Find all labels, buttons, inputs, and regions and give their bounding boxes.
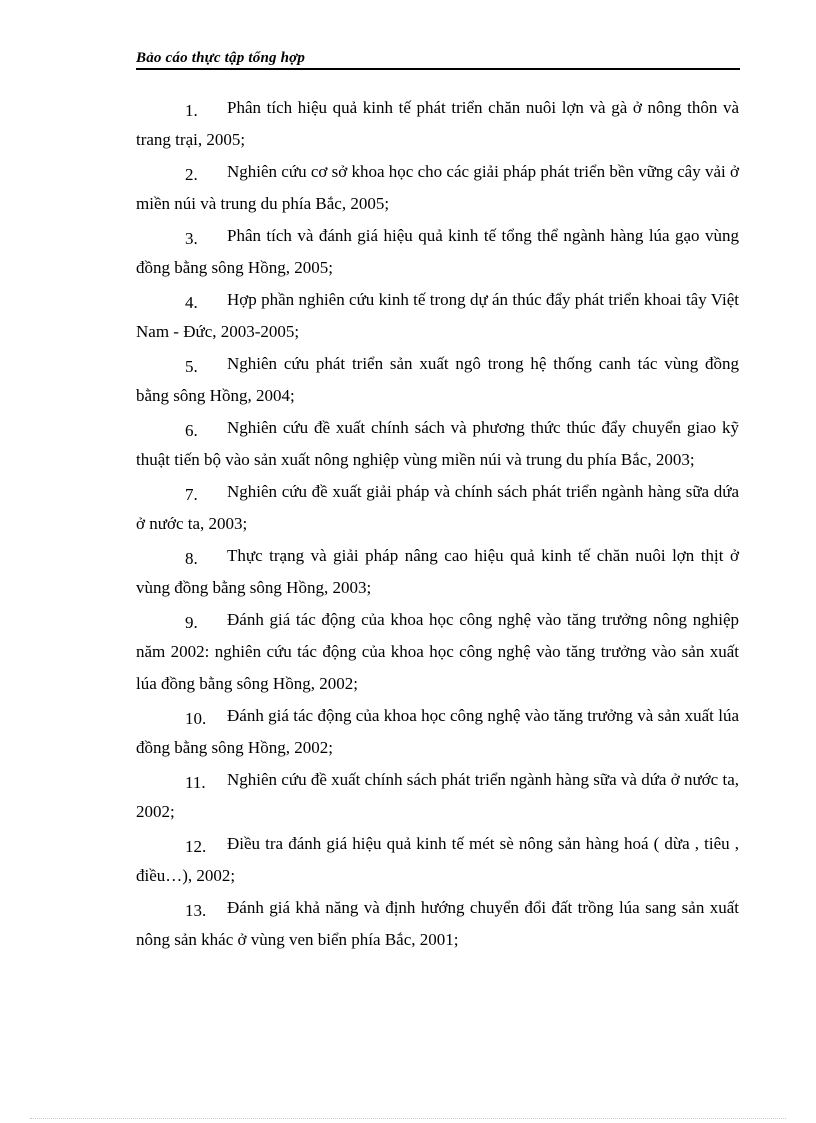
item-text: Điều tra đánh giá hiệu quả kinh tế mét sè nông sản hàng hoá ( dừa , tiêu , điều…), 2002;	[136, 834, 739, 885]
item-text: Nghiên cứu cơ sở khoa học cho các giải pháp phát triển bền vững cây vải ở miền núi và trung du phía Bắc, 2005;	[136, 162, 739, 213]
list-item	[136, 828, 739, 892]
list-item	[136, 540, 739, 604]
item-number: 9.	[185, 613, 198, 632]
list-item	[136, 476, 739, 540]
header-title: Bảo cáo thực tập tổng hợp	[136, 50, 306, 66]
list-item	[136, 412, 739, 476]
list-item	[136, 284, 739, 348]
item-number: 8.	[185, 549, 198, 568]
item-text: Đánh giá tác động của khoa học công nghệ vào tăng trưởng và sản xuất lúa đồng bằng sông Hồng, 2002;	[136, 706, 739, 757]
item-number: 4.	[185, 293, 198, 312]
item-number: 11.	[185, 773, 206, 792]
list-item	[136, 892, 739, 956]
list-item	[136, 604, 739, 700]
item-number: 13.	[185, 901, 207, 920]
page-bottom-divider	[30, 1118, 786, 1119]
item-text: Phân tích và đánh giá hiệu quả kinh tế tổng thể ngành hàng lúa gạo vùng đồng bằng sông Hồng, 2005;	[136, 226, 739, 277]
item-number: 12.	[185, 837, 207, 856]
item-number: 1.	[185, 101, 198, 120]
item-text: Nghiên cứu đề xuất chính sách phát triển ngành hàng sữa và dứa ở nước ta, 2002;	[136, 770, 739, 821]
project-list	[136, 92, 739, 956]
list-item	[136, 156, 739, 220]
list-item	[136, 92, 739, 156]
list-item	[136, 220, 739, 284]
item-text: Đánh giá tác động của khoa học công nghệ vào tăng trưởng nông nghiệp năm 2002: nghiên cứu tác động của khoa học công nghệ vào tăng trưởng vào sản xuất lúa đồng bằng sông Hồng, 2002;	[136, 610, 739, 693]
page-header	[136, 48, 740, 70]
item-number: 6.	[185, 421, 198, 440]
item-text: Nghiên cứu đề xuất chính sách và phương thức thúc đẩy chuyển giao kỹ thuật tiến bộ vào sản xuất nông nghiệp vùng miền núi và trung du phía Bắc, 2003;	[136, 418, 739, 469]
item-text: Nghiên cứu đề xuất giải pháp và chính sách phát triển ngành hàng sữa dứa ở nước ta, 2003;	[136, 482, 739, 533]
list-item	[136, 764, 739, 828]
item-number: 3.	[185, 229, 198, 248]
item-number: 7.	[185, 485, 198, 504]
list-item	[136, 348, 739, 412]
item-text: Nghiên cứu phát triển sản xuất ngô trong hệ thống canh tác vùng đồng bằng sông Hồng, 2004;	[136, 354, 739, 405]
item-text: Thực trạng và giải pháp nâng cao hiệu quả kinh tế chăn nuôi lợn thịt ở vùng đồng bằng sông Hồng, 2003;	[136, 546, 739, 597]
list-item	[136, 700, 739, 764]
item-number: 5.	[185, 357, 198, 376]
item-text: Phân tích hiệu quả kinh tế phát triển chăn nuôi lợn và gà ở nông thôn và trang trại, 2005;	[136, 98, 739, 149]
item-text: Đánh giá khả năng và định hướng chuyển đổi đất trồng lúa sang sản xuất nông sản khác ở vùng ven biển phía Bắc, 2001;	[136, 898, 739, 949]
item-number: 10.	[185, 709, 207, 728]
item-text: Hợp phần nghiên cứu kinh tế trong dự án thúc đẩy phát triển khoai tây Việt Nam - Đức, 2003-2005;	[136, 290, 739, 341]
item-number: 2.	[185, 165, 198, 184]
